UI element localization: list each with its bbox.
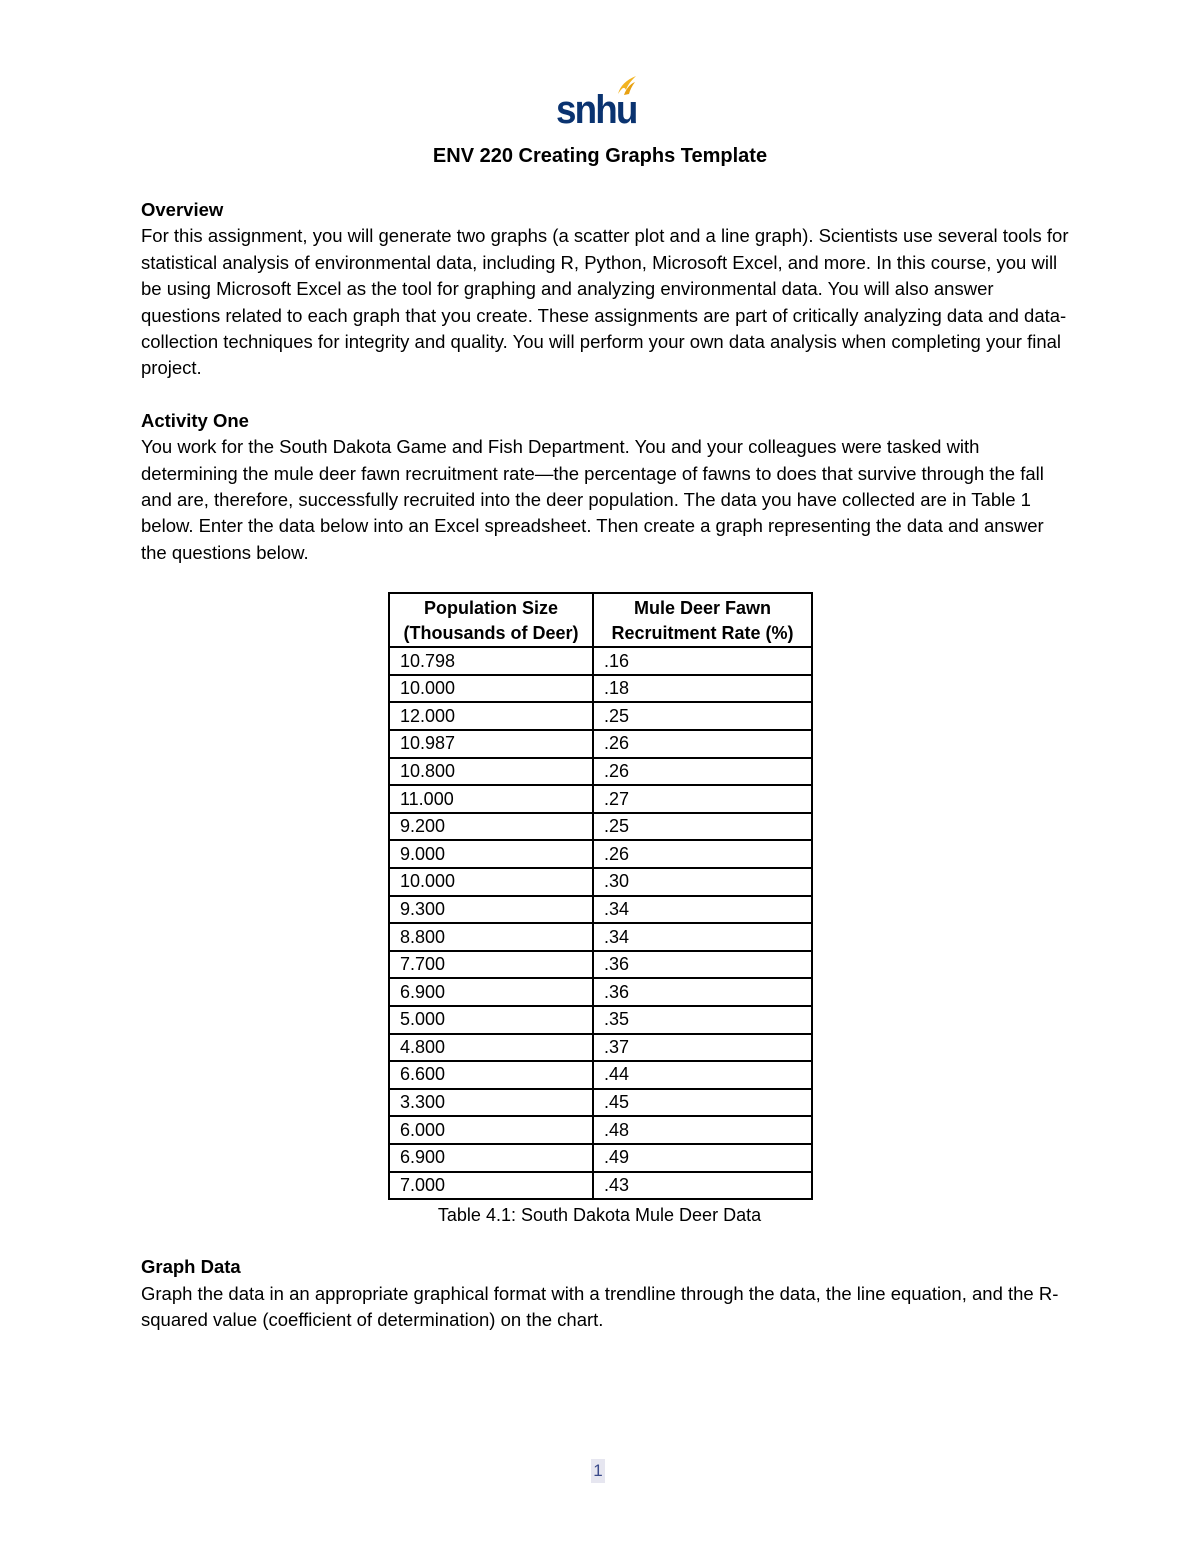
table-row [389, 785, 812, 813]
population-cell: 10.000 [389, 675, 593, 703]
recruitment-cell: .25 [593, 813, 812, 841]
overview-section [141, 197, 1071, 382]
recruitment-cell: .30 [593, 868, 812, 896]
overview-text: For this assignment, you will generate two graphs (a scatter plot and a line graph). Scientists use several tools for statistical analysis of environmental data, including R, Python, Microsoft Excel, and more. In this course, you will be using Microsoft Excel as the tool for graphing and analyzing environmental data. You will also answer questions related to each graph that you create. These assignments are part of critically analyzing data and data-collection techniques for integrity and quality. You will perform your own data analysis when completing your final project. [141, 225, 1069, 379]
table-body [389, 647, 812, 1199]
activity-one-text: You work for the South Dakota Game and Fish Department. You and your colleagues were tasked with determining the mule deer fawn recruitment rate—the percentage of fawns to does that survive through the fall and are, therefore, successfully recruited into the deer population. The data you have collected are in Table 1 below. Enter the data below into an Excel spreadsheet. Then create a graph representing the data and answer the questions below. [141, 436, 1044, 563]
population-cell: 6.900 [389, 978, 593, 1006]
recruitment-cell: .26 [593, 840, 812, 868]
table-row [389, 923, 812, 951]
population-cell: 10.798 [389, 647, 593, 675]
recruitment-cell: .26 [593, 730, 812, 758]
population-cell: 6.600 [389, 1061, 593, 1089]
recruitment-cell: .36 [593, 978, 812, 1006]
table-row [389, 758, 812, 786]
population-cell: 7.700 [389, 951, 593, 979]
table-row [389, 730, 812, 758]
logo-wordmark: snhu [556, 88, 637, 132]
table-row [389, 868, 812, 896]
population-cell: 6.000 [389, 1116, 593, 1144]
activity-one-heading: Activity One [141, 409, 249, 431]
table-row [389, 675, 812, 703]
table-row [389, 702, 812, 730]
deer-data-table [388, 592, 813, 1200]
recruitment-cell: .45 [593, 1089, 812, 1117]
population-cell: 10.987 [389, 730, 593, 758]
table-row [389, 1089, 812, 1117]
recruitment-cell: .35 [593, 1006, 812, 1034]
recruitment-cell: .36 [593, 951, 812, 979]
graph-data-heading: Graph Data [141, 1256, 241, 1278]
table-row [389, 1172, 812, 1200]
table-row [389, 647, 812, 675]
recruitment-cell: .25 [593, 702, 812, 730]
table-caption: Table 4.1: South Dakota Mule Deer Data [437, 1205, 762, 1226]
population-cell: 10.000 [389, 868, 593, 896]
table-row [389, 1034, 812, 1062]
population-cell: 9.300 [389, 896, 593, 924]
table-row [389, 813, 812, 841]
table-header-recruitment: Mule Deer Fawn Recruitment Rate (%) [593, 593, 812, 647]
page-title: ENV 220 Creating Graphs Template [432, 145, 768, 167]
population-cell: 8.800 [389, 923, 593, 951]
recruitment-cell: .26 [593, 758, 812, 786]
table-row [389, 1061, 812, 1089]
recruitment-cell: .43 [593, 1172, 812, 1200]
table-row [389, 951, 812, 979]
snhu-logo [556, 74, 640, 134]
table-header-population: Population Size (Thousands of Deer) [389, 593, 593, 647]
population-cell: 12.000 [389, 702, 593, 730]
population-cell: 9.200 [389, 813, 593, 841]
table-row [389, 840, 812, 868]
population-cell: 7.000 [389, 1172, 593, 1200]
recruitment-cell: .48 [593, 1116, 812, 1144]
table-row [389, 978, 812, 1006]
graph-data-text: Graph the data in an appropriate graphical format with a trendline through the data, the line equation, and the R-squared value (coefficient of determination) on the chart. [141, 1282, 1059, 1330]
recruitment-cell: .37 [593, 1034, 812, 1062]
overview-heading: Overview [141, 199, 224, 220]
recruitment-cell: .34 [593, 896, 812, 924]
table-row [389, 1116, 812, 1144]
document-body [141, 197, 1071, 1359]
table-row [389, 1144, 812, 1172]
recruitment-cell: .34 [593, 923, 812, 951]
population-cell: 4.800 [389, 1034, 593, 1062]
table-row [389, 1006, 812, 1034]
page-number: 1 [591, 1459, 605, 1483]
population-cell: 5.000 [389, 1006, 593, 1034]
activity-one-section [141, 408, 1071, 566]
population-cell: 3.300 [389, 1089, 593, 1117]
population-cell: 11.000 [389, 785, 593, 813]
graph-data-section [141, 1254, 1071, 1333]
recruitment-cell: .27 [593, 785, 812, 813]
population-cell: 6.900 [389, 1144, 593, 1172]
population-cell: 9.000 [389, 840, 593, 868]
recruitment-cell: .16 [593, 647, 812, 675]
table-row [389, 896, 812, 924]
recruitment-cell: .49 [593, 1144, 812, 1172]
recruitment-cell: .44 [593, 1061, 812, 1089]
population-cell: 10.800 [389, 758, 593, 786]
recruitment-cell: .18 [593, 675, 812, 703]
